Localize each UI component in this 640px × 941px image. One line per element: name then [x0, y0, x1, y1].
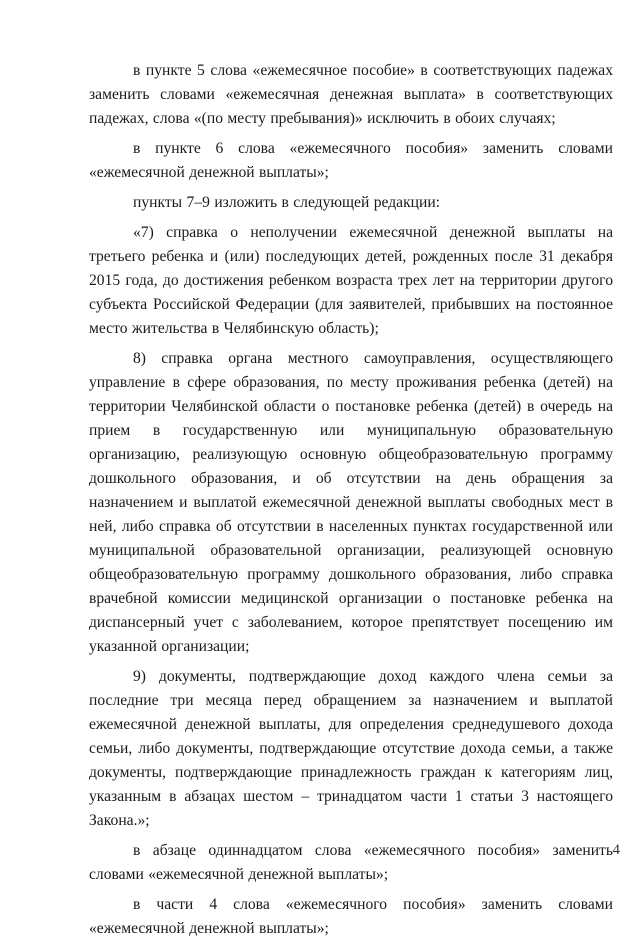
paragraph-item-9: 9) документы, подтверждающие доход каждого члена семьи за последние три месяца перед обращением за назначением и выплатой ежемесячной денежной выплаты, для определения среднедушевого дохода семьи, либо документы, подтверждающие отсутствие дохода семьи, а также документы, подтверждающие принадлежность граждан к категориям лиц, указанным в абзацах шестом – тринадцатом части 1 статьи 3 настоящего Закона.»;	[89, 668, 613, 829]
paragraph-item-7: «7) справка о неполучении ежемесячной денежной выплаты на третьего ребенка и (или) последующих детей, рожденных после 31 декабря 2015 года, до достижения ребенком возраста трех лет на территории другого субъекта Российской Федерации (для заявителей, прибывших на постоянное место жительства в Челябинскую область);	[89, 224, 613, 337]
paragraph-item-5-amendment: в пункте 5 слова «ежемесячное пособие» в соответствующих падежах заменить словами «ежемесячная денежная выплата» в соответствующих падежах, слова «(по месту пребывания)» исключить в обоих случаях;	[89, 62, 613, 127]
page-number: 4	[612, 842, 620, 858]
paragraph-eleventh-subparagraph-amendment: в абзаце одиннадцатом слова «ежемесячного пособия» заменить словами «ежемесячной денежной выплаты»;	[89, 842, 613, 883]
paragraph-item-8: 8) справка органа местного самоуправления, осуществляющего управление в сфере образования, по месту проживания ребенка (детей) на территории Челябинской области о постановке ребенка (детей) в очередь на прием в государственную или муниципальную образовательную организацию, реализующую основную общеобразовательную программу дошкольного образования, и об отсутствии на день обращения за назначением и выплатой ежемесячной денежной выплаты свободных мест в ней, либо справка об отсутствии в населенных пунктах государственной или муниципальной образовательной организации, реализующей основную общеобразовательную программу дошкольного образования, либо справка врачебной комиссии медицинской организации о постановке ребенка на диспансерный учет с заболеванием, которое препятствует посещению им указанной организации;	[89, 350, 613, 655]
paragraph-part-4-amendment: в части 4 слова «ежемесячного пособия» заменить словами «ежемесячной денежной выплаты»;	[89, 896, 613, 937]
paragraph-items-7-9-intro: пункты 7–9 изложить в следующей редакции:	[133, 194, 441, 211]
document-body	[89, 59, 613, 941]
paragraph-item-6-amendment: в пункте 6 слова «ежемесячного пособия» заменить словами «ежемесячной денежной выплаты»;	[89, 140, 613, 181]
